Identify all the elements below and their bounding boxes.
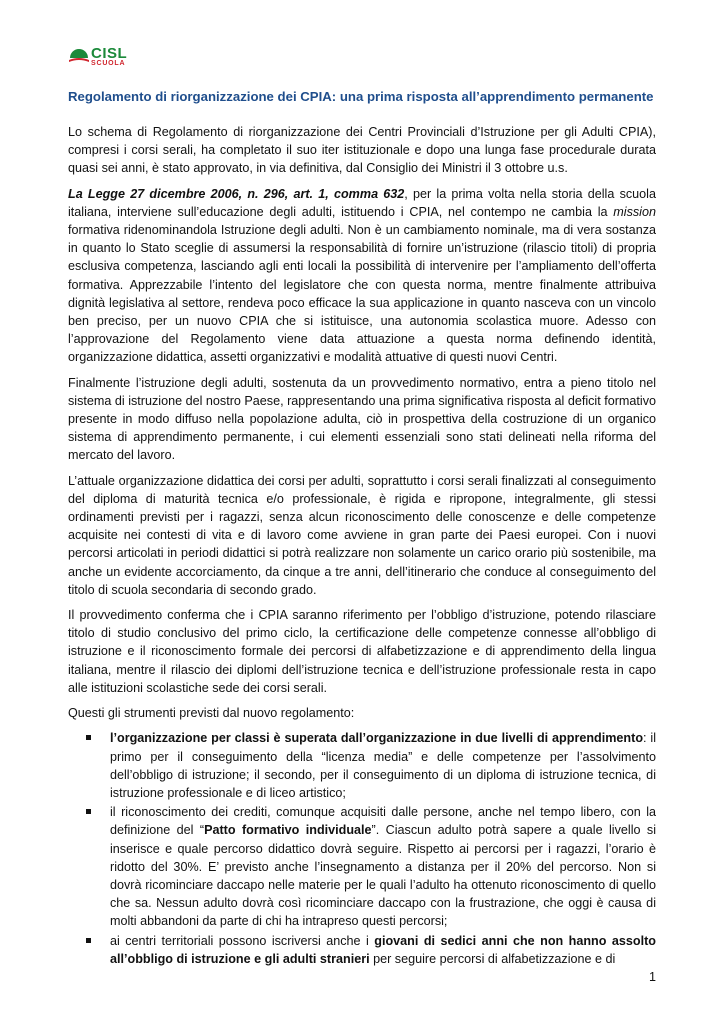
document-title: Regolamento di riorganizzazione dei CPIA: una prima risposta all’apprendimento permanente — [68, 89, 654, 104]
paragraph-finalmente: Finalmente l’istruzione degli adulti, sostenuta da un provvedimento normativo, entra a pieno titolo nel sistema di istruzione del nostro Paese, rappresentando una prima significativa risposta al deficit formativo presente in modo diffuso nella popolazione adulta, ciò in prospettiva della costruzione di un organico sistema di apprendimento permanente, i cui elementi essenziali sono stati delineati nella riforma del mercato del lavoro. — [68, 375, 657, 463]
paragraph-organizzazione: L’attuale organizzazione didattica dei corsi per adulti, soprattutto i corsi serali finalizzati al conseguimento del diploma di maturità tecnica e/o professionale, è rigida e ripropone, integralmente, gli stessi ordinamenti previsti per i ragazzi, senza alcun riconoscimento delle conoscenze e delle competenze acquisite nei contesti di vita e di lavoro come avviene in gran parte dei Paesi europei. Con i nuovi percorsi articolati in periodi didattici si potrà realizzare non solamente un carico orario più sostenibile, ma anche un evidente accorciamento, da cinque a tre anni, dell’itinerario che conduce al conseguimento del titolo di scuola secondaria di secondo grado. — [68, 473, 656, 597]
list-item — [68, 729, 656, 802]
list-item-bold: giovani di sedici anni che non hanno assolto all’obbligo di istruzione e gli adulti stranieri — [110, 933, 656, 966]
list-item-bold: Patto formativo individuale — [204, 823, 372, 838]
strumenti-list — [68, 729, 656, 968]
logo-name: CISL — [91, 45, 128, 62]
law-reference: La Legge 27 dicembre 2006, n. 296, art. 1, comma 632 — [68, 186, 405, 201]
list-item-text-a: il riconoscimento dei crediti, comunque acquisiti dalle persone, anche nel tempo libero, con la definizione del “ — [110, 805, 656, 838]
list-item-text-b: ”. Ciascun adulto potrà sapere a quale livello si inserisce e quale percorso didattico dovrà seguire. Rispetto ai percorsi per i ragazzi, l’orario è ridotto del 30%. E’ previsto anche l’insegnamento a distanza per il 20% del percorso. Non si dovrà ricominciare daccapo nelle materie per le quali l’adulto ha ottenuto riconoscimento di quello che sa. Nessun adulto dovrà così ricominciare daccapo con la frustrazione, che oggi è causa di molti abbandoni da parte di chi ha intrapreso questi percorsi; — [110, 823, 657, 929]
list-item-text-a: ai centri territoriali possono iscriversi anche i — [110, 933, 375, 948]
page-number: 1 — [648, 970, 656, 984]
paragraph-intro: Lo schema di Regolamento di riorganizzazione dei Centri Provinciali d’Istruzione per gli Adulti CPIA), compresi i corsi serali, ha completato il suo iter istituzionale e dopo una lunga fase procedurale durata quasi sei anni, è stato approvato, in via definitiva, dal Consiglio dei Ministri il 3 ottobre u.s. — [68, 125, 656, 176]
bullet-icon — [86, 938, 91, 943]
list-item-text-b: per seguire percorsi di alfabetizzazione e di — [369, 951, 616, 966]
document-body — [68, 88, 656, 969]
paragraph-law-text-a: , per la prima volta nella storia della scuola italiana, interviene sull’educazione degli adulti, istituendo i CPIA, nel contempo ne cambia la — [68, 186, 656, 219]
paragraph-law — [68, 185, 656, 367]
bullet-icon — [86, 735, 91, 740]
list-item-text: : il primo per il conseguimento della “licenza media” e delle competenze per l’assolvimento dell’obbligo di istruzione; il secondo, per il conseguimento di un diploma di istruzione tecnica, di istruzione professionale e di liceo artistico; — [110, 731, 657, 800]
list-item — [68, 803, 656, 930]
mission-word: mission — [613, 204, 656, 219]
logo-subname: SCUOLA — [91, 60, 126, 67]
cisl-scuola-logo — [68, 44, 148, 68]
list-item-bold: l’organizzazione per classi è superata dall’organizzazione in due livelli di apprendimento — [110, 731, 644, 746]
paragraph-provvedimento: Il provvedimento conferma che i CPIA saranno riferimento per l’obbligo d’istruzione, potendo rilasciare titolo di studio conclusivo del primo ciclo, la certificazione delle competenze connesse all’obbligo di istruzione e il riconoscimento formale dei percorsi di alfabetizzazione e di apprendimento della lingua italiana, mentre il rilascio dei diplomi dell’istruzione tecnica e dell’istruzione professionale resta in capo alle istituzioni scolastiche sede dei corsi serali. — [68, 608, 656, 695]
list-item — [68, 932, 656, 968]
paragraph-strumenti-intro: Questi gli strumenti previsti dal nuovo regolamento: — [68, 706, 355, 721]
paragraph-law-text-b: formativa ridenominandola Istruzione degli adulti. Non è un cambiamento nominale, ma di vera sostanza in quanto lo Stato sceglie di assumersi la responsabilità di fornire un’istruzione (rilascio titoli) di propria esclusiva competenza, lasciando agli enti locali la possibilità di intervenire per l’ampliamento dell’offerta formativa. Apprezzabile l’intento del legislatore che con questa norma, mentre finalmente attribuiva dignità legislativa al settore, rendeva poco efficace la sua applicazione in quanto nasceva con un vincolo ben preciso, per un nuovo CPIA che si istituisce, una autonomia scolastica muore. Adesso con l’approvazione del Regolamento viene data attuazione a questa norma definendo identità, organizzazione didattica, assetti organizzativi e modalità attuative di questi nuovi Centri. — [68, 223, 656, 365]
bullet-icon — [86, 809, 91, 814]
logo-mark-icon — [68, 44, 90, 66]
